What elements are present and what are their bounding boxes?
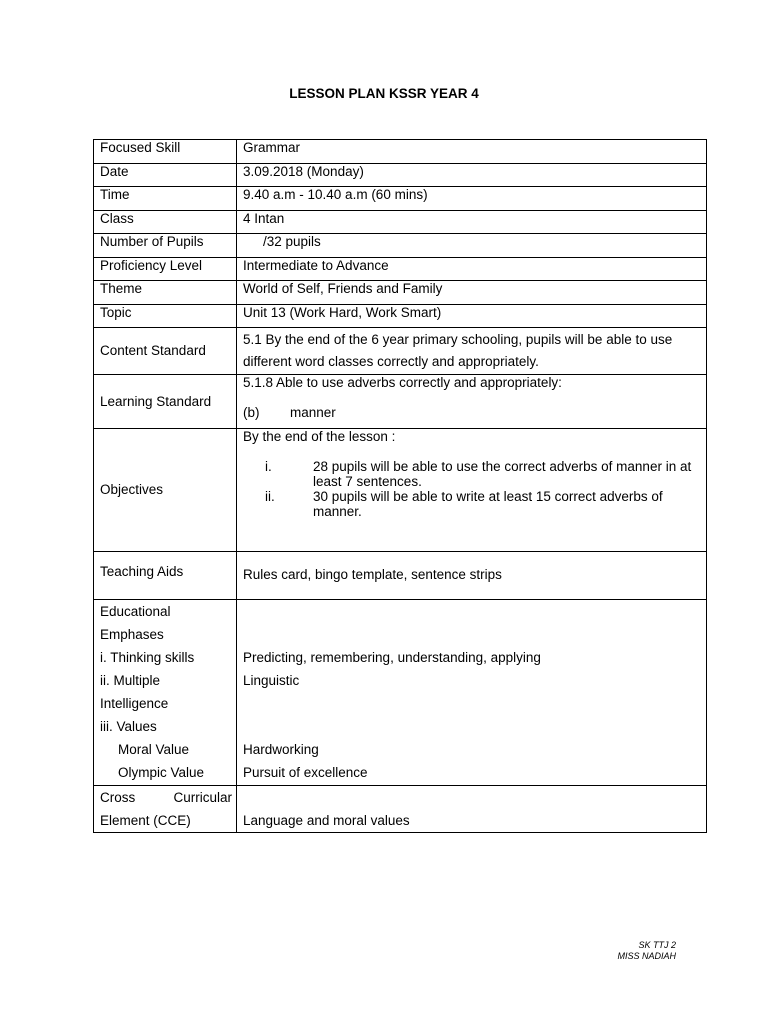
teaching-aids-value: Rules card, bingo template, sentence strips: [237, 552, 707, 600]
cce-label-word1: Cross: [100, 790, 136, 805]
row-focused-skill: [94, 140, 707, 164]
row-objectives: [94, 429, 707, 552]
pupils-label: Number of Pupils: [94, 234, 237, 258]
cce-label: [94, 786, 237, 833]
emphases-label-line2: Emphases: [100, 627, 164, 642]
learning-standard-line: 5.1.8 Able to use adverbs correctly and appropriately:: [243, 375, 562, 390]
page-title: LESSON PLAN KSSR YEAR 4: [289, 86, 479, 101]
row-teaching-aids: [94, 552, 707, 600]
objectives-value: [237, 429, 707, 552]
thinking-skills-label: i. Thinking skills: [100, 650, 195, 665]
time-value: 9.40 a.m - 10.40 a.m (60 mins): [237, 187, 707, 211]
theme-value: World of Self, Friends and Family: [237, 281, 707, 305]
emphases-label: [94, 600, 237, 786]
sub-marker: (b): [243, 405, 260, 420]
cce-label-line2: Element (CCE): [100, 813, 191, 828]
row-educational-emphases: [94, 600, 707, 786]
row-class: [94, 211, 707, 234]
teaching-aids-label: Teaching Aids: [94, 552, 237, 600]
proficiency-label: Proficiency Level: [94, 258, 237, 281]
sub-text: manner: [290, 405, 336, 420]
cce-value: Language and moral values: [237, 786, 707, 833]
theme-label: Theme: [94, 281, 237, 305]
list-marker: ii.: [265, 489, 275, 504]
row-learning-standard: [94, 375, 707, 429]
pupils-value: /32 pupils: [237, 234, 707, 258]
content-standard-label: Content Standard: [94, 328, 237, 375]
emphases-value: [237, 600, 707, 786]
multiple-intelligence-value: Linguistic: [243, 673, 300, 688]
row-proficiency: [94, 258, 707, 281]
row-topic: [94, 305, 707, 328]
olympic-value-label: Olympic Value: [118, 765, 205, 780]
learning-standard-value: [237, 375, 707, 429]
learning-standard-label: Learning Standard: [94, 375, 237, 429]
multiple-intelligence-label: ii. Multiple: [100, 673, 161, 688]
objectives-list: [243, 459, 702, 519]
list-item: [243, 459, 702, 489]
focused-skill-value: Grammar: [237, 140, 707, 164]
list-text: 30 pupils will be able to write at least 15 correct adverbs of manner.: [313, 489, 663, 519]
lesson-plan-table: [93, 139, 707, 833]
topic-label: Topic: [94, 305, 237, 328]
time-label: Time: [94, 187, 237, 211]
objectives-label: Objectives: [94, 429, 237, 552]
row-theme: [94, 281, 707, 305]
list-text: 28 pupils will be able to use the correct adverbs of manner in at least 7 sentences.: [313, 459, 692, 489]
thinking-skills-value: Predicting, remembering, understanding, applying: [243, 650, 541, 665]
cce-label-line1: [100, 786, 232, 809]
multiple-intelligence-label-line2: Intelligence: [100, 696, 169, 711]
class-label: Class: [94, 211, 237, 234]
row-pupils: [94, 234, 707, 258]
cce-label-word2: Curricular: [173, 790, 232, 805]
emphases-label-line1: Educational: [100, 604, 171, 619]
date-label: Date: [94, 164, 237, 187]
class-value: 4 Intan: [237, 211, 707, 234]
values-label: iii. Values: [100, 719, 157, 734]
focused-skill-label: Focused Skill: [94, 140, 237, 164]
content-standard-value: 5.1 By the end of the 6 year primary schooling, pupils will be able to use different word classes correctly and appropriately.: [237, 328, 707, 375]
moral-value: Hardworking: [243, 742, 319, 757]
footer-school: SK TTJ 2: [638, 940, 676, 950]
date-value: 3.09.2018 (Monday): [237, 164, 707, 187]
row-time: [94, 187, 707, 211]
list-item: [243, 489, 702, 519]
moral-value-label: Moral Value: [118, 742, 190, 757]
row-content-standard: [94, 328, 707, 375]
footer: [560, 940, 676, 962]
row-date: [94, 164, 707, 187]
list-marker: i.: [265, 459, 272, 474]
proficiency-value: Intermediate to Advance: [237, 258, 707, 281]
objectives-intro: By the end of the lesson :: [243, 429, 396, 444]
learning-standard-sub: [243, 397, 702, 421]
olympic-value: Pursuit of excellence: [243, 765, 368, 780]
footer-teacher: MISS NADIAH: [617, 951, 676, 961]
topic-value: Unit 13 (Work Hard, Work Smart): [237, 305, 707, 328]
row-cce: [94, 786, 707, 833]
